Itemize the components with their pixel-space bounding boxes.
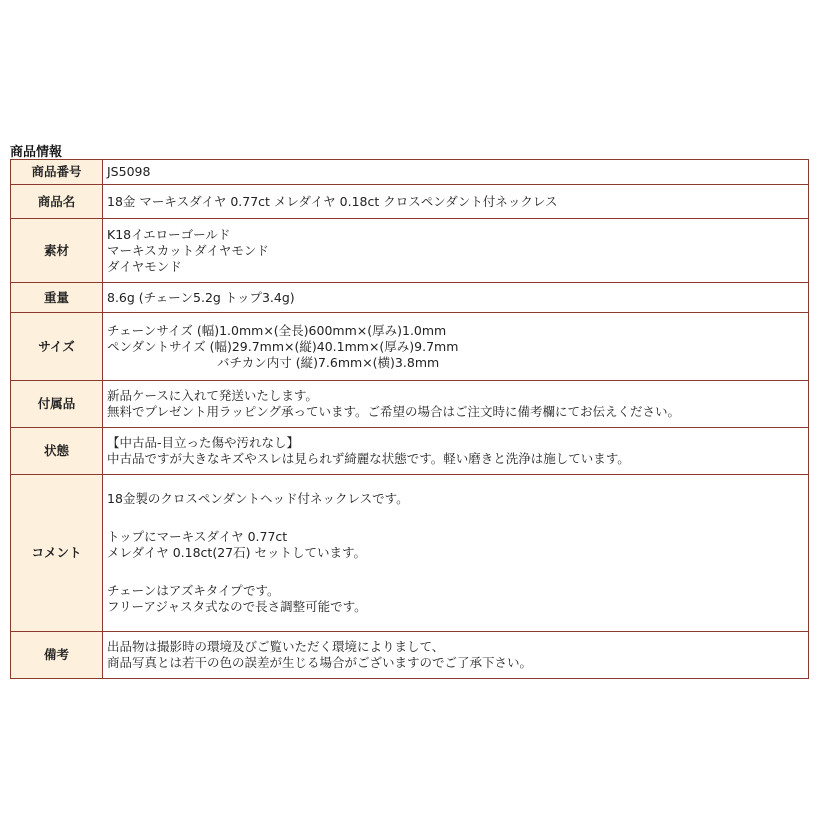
value-line: フリーアジャスタ式なので長さ調整可能です。 (107, 599, 367, 614)
value-line: 無料でプレゼント用ラッピング承っています。ご希望の場合はご注文時に備考欄にてお伝えください。 (107, 404, 681, 419)
label-comment: コメント (11, 475, 103, 632)
value-size (103, 313, 809, 381)
label-product-number: 商品番号 (11, 160, 103, 185)
row-size (11, 313, 809, 381)
label-material: 素材 (11, 219, 103, 283)
row-material (11, 219, 809, 283)
row-comment (11, 475, 809, 632)
value-line: 18金製のクロスペンダントヘッド付ネックレスです。 (107, 491, 409, 506)
value-comment (103, 475, 809, 632)
value-line: 商品写真とは若干の色の誤差が生じる場合がございますのでご了承下さい。 (107, 655, 533, 670)
value-line: K18イエローゴールド (107, 226, 231, 242)
value-product-name (103, 185, 809, 219)
row-remarks (11, 632, 809, 679)
product-info-table (10, 159, 809, 679)
value-line: マーキスカットダイヤモンド (107, 242, 269, 258)
spacer (107, 561, 808, 583)
label-weight: 重量 (11, 283, 103, 313)
value-line: 新品ケースに入れて発送いたします。 (107, 388, 318, 403)
value-line: 【中古品-目立った傷や汚れなし】 (107, 435, 300, 450)
value-condition (103, 428, 809, 475)
label-remarks: 備考 (11, 632, 103, 679)
value-line: 18金 マーキスダイヤ 0.77ct メレダイヤ 0.18ct クロスペンダント付ネックレス (107, 193, 558, 209)
value-line: 中古品ですが大きなキズやスレは見られず綺麗な状態です。軽い磨きと洗浄は施しています。 (107, 451, 630, 466)
value-line: 出品物は撮影時の環境及びご覧いただく環境によりまして、 (107, 639, 445, 654)
label-condition: 状態 (11, 428, 103, 475)
label-size: サイズ (11, 313, 103, 381)
row-accessories (11, 381, 809, 428)
value-line: メレダイヤ 0.18ct(27石) セットしています。 (107, 545, 366, 560)
label-product-name: 商品名 (11, 185, 103, 219)
value-line: チェーンはアズキタイプです。 (107, 583, 280, 598)
row-weight (11, 283, 809, 313)
value-remarks (103, 632, 809, 679)
row-condition (11, 428, 809, 475)
spacer (107, 507, 808, 529)
section-title: 商品情報 (10, 145, 63, 160)
value-line: ダイヤモンド (107, 258, 182, 274)
value-line: ペンダントサイズ (幅)29.7mm×(縦)40.1mm×(厚み)9.7mm (107, 338, 459, 354)
value-line: トップにマーキスダイヤ 0.77ct (107, 529, 288, 544)
value-accessories (103, 381, 809, 428)
value-product-number (103, 160, 809, 185)
value-weight (103, 283, 809, 313)
value-line: チェーンサイズ (幅)1.0mm×(全長)600mm×(厚み)1.0mm (107, 322, 447, 338)
value-line: JS5098 (107, 164, 151, 179)
value-material (103, 219, 809, 283)
row-product-number (11, 160, 809, 185)
row-product-name (11, 185, 809, 219)
value-line: バチカン内寸 (縦)7.6mm×(横)3.8mm (217, 354, 440, 370)
label-accessories: 付属品 (11, 381, 103, 428)
value-line: 8.6g (チェーン5.2g トップ3.4g) (107, 289, 295, 305)
